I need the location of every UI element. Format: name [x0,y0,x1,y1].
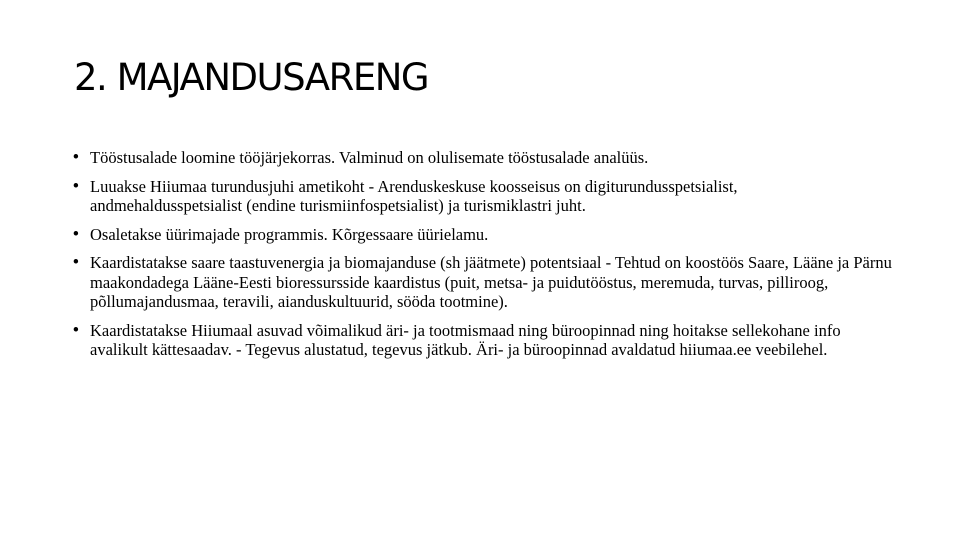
bullet-text: Osaletakse üürimajade programmis. Kõrgessaare üürielamu. [90,224,489,244]
bullet-marker: • [73,148,79,166]
bullet-item [73,225,893,245]
bullet-text: Luuakse Hiiumaa turundusjuhi ametikoht - Arenduskeskuse koosseisus on digiturundusspetsialist, andmehaldusspetsialist (endine turismiinfospetsialist) ja turismiklastri juht. [90,176,738,215]
bullet-item [73,177,893,216]
slide-title: 2. MAJANDUSARENG [74,56,429,99]
bullet-marker: • [73,224,79,243]
bullet-item [73,148,893,168]
bullet-list [73,148,893,369]
bullet-text: Tööstusalade loomine tööjärjekorras. Valminud on olulisemate tööstusalade analüüs. [90,148,649,167]
bullet-marker: • [73,176,79,195]
bullet-text: Kaardistatakse Hiiumaal asuvad võimalikud äri- ja tootmismaad ning büroopinnad ning hoitakse sellekohane info avalikult kättesaadav. - Tegevus alustatud, tegevus jätkub. Äri- ja büroopinnad avaldatud hiiumaa.ee veebilehel. [90,320,841,359]
bullet-marker: • [73,253,79,271]
bullet-text: Kaardistatakse saare taastuvenergia ja biomajanduse (sh jäätmete) potentsiaal - Tehtud on koostöös Saare, Lääne ja Pärnu maakondadega Lääne-Eesti bioressursside kaardistus (puit, metsa- ja puidutööstus, meremuda, turvas, pilliroog, põllumajandusmaa, teravili, aianduskultuurid, sööda tootmine). [90,253,892,311]
bullet-marker: • [73,320,79,339]
bullet-item [73,253,893,312]
bullet-item [73,321,893,360]
